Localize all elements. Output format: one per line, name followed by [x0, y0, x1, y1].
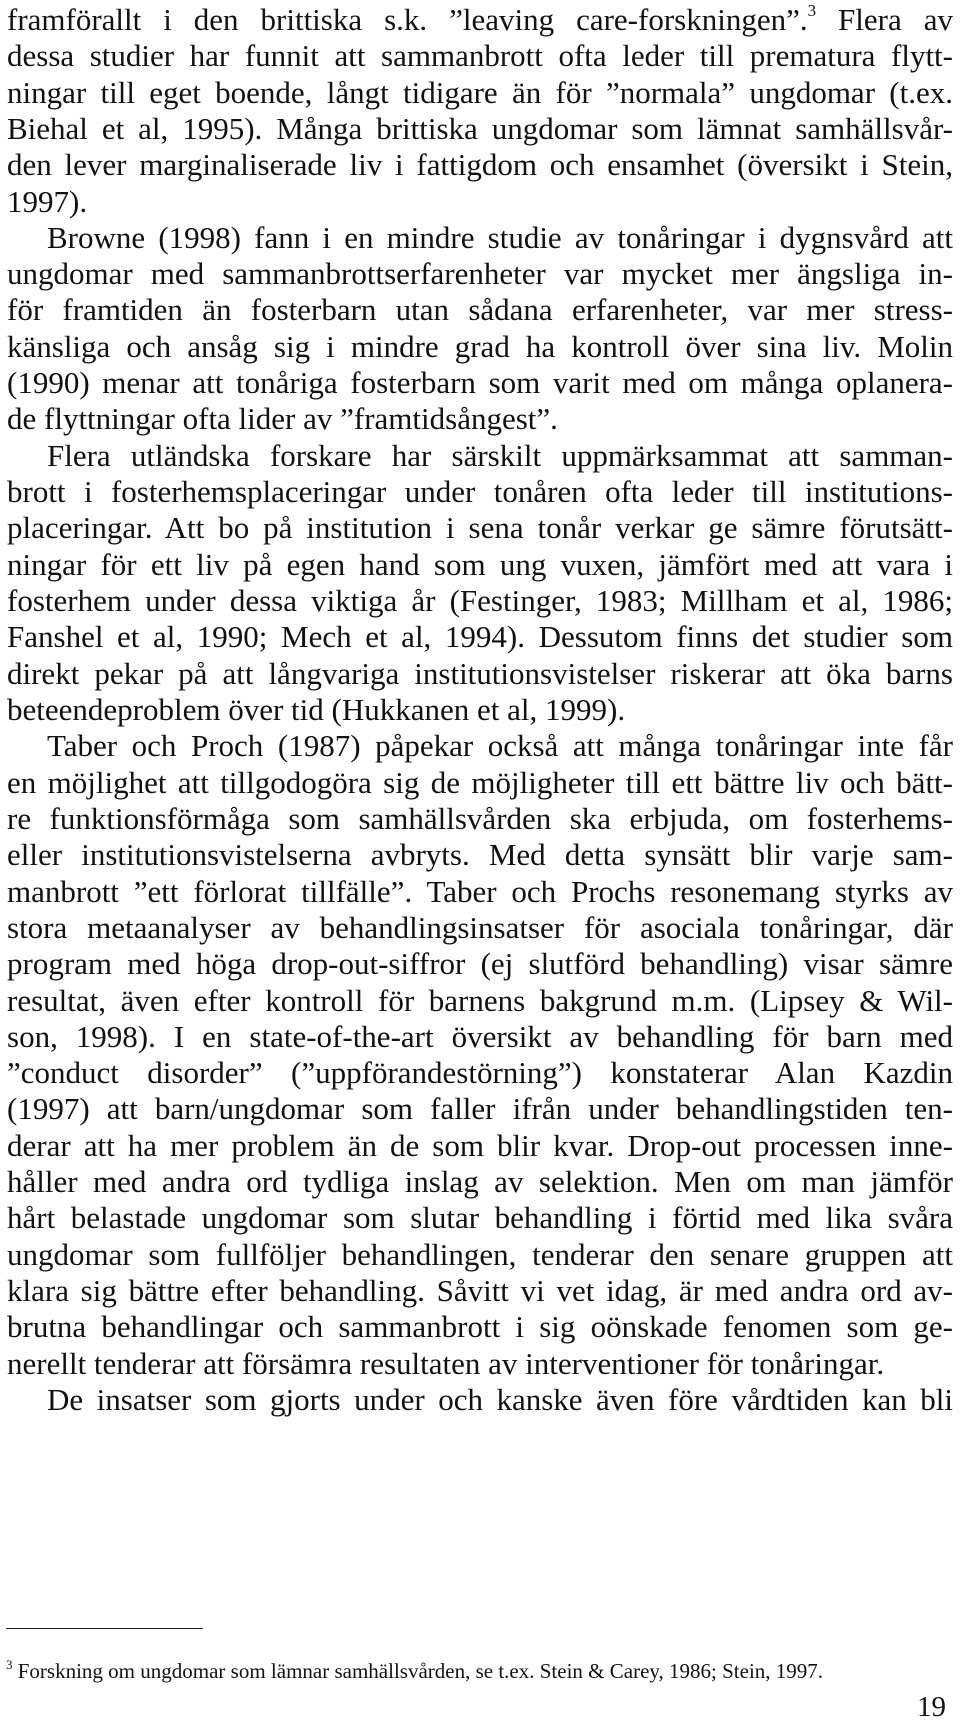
text-line-17: fosterhem under dessa viktiga år (Festinger, 1983; Millham et al, 1986;	[7, 583, 953, 618]
footnote-reference: 3	[807, 1, 817, 20]
text-line-22: en möjlighet att tillgodogöra sig de möjligheter till ett bättre liv och bätt-	[7, 765, 953, 800]
text-line-39: De insatser som gjorts under och kanske även före vårdtiden kan bli	[47, 1382, 953, 1417]
text-line-19: direkt pekar på att långvariga institutionsvistelser riskerar att öka barns	[7, 656, 953, 691]
text-line-3: ningar till eget boende, långt tidigare än för ”normala” ungdomar (t.ex.	[7, 75, 953, 110]
text-line-30: ”conduct disorder” (”uppförandestörning”) konstaterar Alan Kazdin	[7, 1055, 953, 1090]
text-line-6: 1997).	[7, 184, 88, 219]
text-line-38: nerellt tenderar att försämra resultaten av interventioner för tonåringar.	[7, 1346, 885, 1381]
text-line-12: de flyttningar ofta lider av ”framtidsångest”.	[7, 401, 558, 436]
text-line-20: beteendeproblem över tid (Hukkanen et al, 1999).	[7, 692, 626, 727]
text-line-9: för framtiden än fosterbarn utan sådana erfarenheter, var mer stress-	[7, 292, 953, 327]
text-line-37: brutna behandlingar och sammanbrott i sig oönskade fenomen som ge-	[7, 1309, 953, 1344]
line-1-text: framförallt i den brittiska s.k. ”leaving care-forskningen”.	[7, 2, 808, 37]
text-line-23: re funktionsförmåga som samhällsvården ska erbjuda, om fosterhems-	[7, 801, 953, 836]
text-line-14: brott i fosterhemsplaceringar under tonåren ofta leder till institutions-	[7, 474, 953, 509]
text-line-26: stora metaanalyser av behandlingsinsatser för asociala tonåringar, där	[7, 910, 953, 945]
text-line-21: Taber och Proch (1987) påpekar också att många tonåringar inte får	[47, 728, 953, 763]
text-line-5: den lever marginaliserade liv i fattigdom och ensamhet (översikt i Stein,	[7, 147, 953, 182]
text-line-32: derar att ha mer problem än de som blir kvar. Drop-out processen inne-	[7, 1128, 953, 1163]
text-line-1	[7, 2, 953, 38]
text-line-36: klara sig bättre efter behandling. Såvitt vi vet idag, är med andra ord av-	[7, 1273, 953, 1308]
text-line-13: Flera utländska forskare har särskilt uppmärksammat att samman-	[47, 438, 953, 473]
text-line-4: Biehal et al, 1995). Många brittiska ungdomar som lämnat samhällsvår-	[7, 111, 953, 146]
text-line-24: eller institutionsvistelserna avbryts. Med detta synsätt blir varje sam-	[7, 837, 953, 872]
text-line-7: Browne (1998) fann i en mindre studie av tonåringar i dygnsvård att	[47, 220, 953, 255]
text-line-35: ungdomar som fullföljer behandlingen, tenderar den senare gruppen att	[7, 1237, 953, 1272]
footnote	[6, 1658, 956, 1687]
text-line-8: ungdomar med sammanbrottserfarenheter var mycket mer ängsliga in-	[7, 256, 953, 291]
text-line-34: hårt belastade ungdomar som slutar behandling i förtid med lika svåra	[7, 1200, 953, 1235]
line-1-continuation: Flera av	[816, 2, 953, 37]
text-line-11: (1990) menar att tonåriga fosterbarn som varit med om många oplanera-	[7, 365, 953, 400]
footnote-separator	[6, 1628, 203, 1629]
text-line-27: program med höga drop-out-siffror (ej slutförd behandling) visar sämre	[7, 946, 953, 981]
text-line-28: resultat, även efter kontroll för barnens bakgrund m.m. (Lipsey & Wil-	[7, 983, 953, 1018]
text-line-29: son, 1998). I en state-of-the-art översikt av behandling för barn med	[7, 1019, 953, 1054]
text-line-15: placeringar. Att bo på institution i sena tonår verkar ge sämre förutsätt-	[7, 510, 953, 545]
text-line-33: håller med andra ord tydliga inslag av selektion. Men om man jämför	[7, 1164, 953, 1199]
text-line-18: Fanshel et al, 1990; Mech et al, 1994). Dessutom finns det studier som	[7, 619, 953, 654]
page-number: 19	[917, 1691, 946, 1723]
text-line-2: dessa studier har funnit att sammanbrott ofta leder till prematura flytt-	[7, 38, 953, 73]
footnote-number: 3	[6, 1657, 13, 1672]
text-line-16: ningar för ett liv på egen hand som ung vuxen, jämfört med att vara i	[7, 547, 953, 582]
text-line-10: känsliga och ansåg sig i mindre grad ha kontroll över sina liv. Molin	[7, 329, 953, 364]
text-line-31: (1997) att barn/ungdomar som faller ifrån under behandlingstiden ten-	[7, 1091, 953, 1126]
footnote-text: Forskning om ungdomar som lämnar samhällsvården, se t.ex. Stein & Carey, 1986; Stein, 1997.	[12, 1659, 824, 1683]
text-line-25: manbrott ”ett förlorat tillfälle”. Taber och Prochs resonemang styrks av	[7, 874, 953, 909]
